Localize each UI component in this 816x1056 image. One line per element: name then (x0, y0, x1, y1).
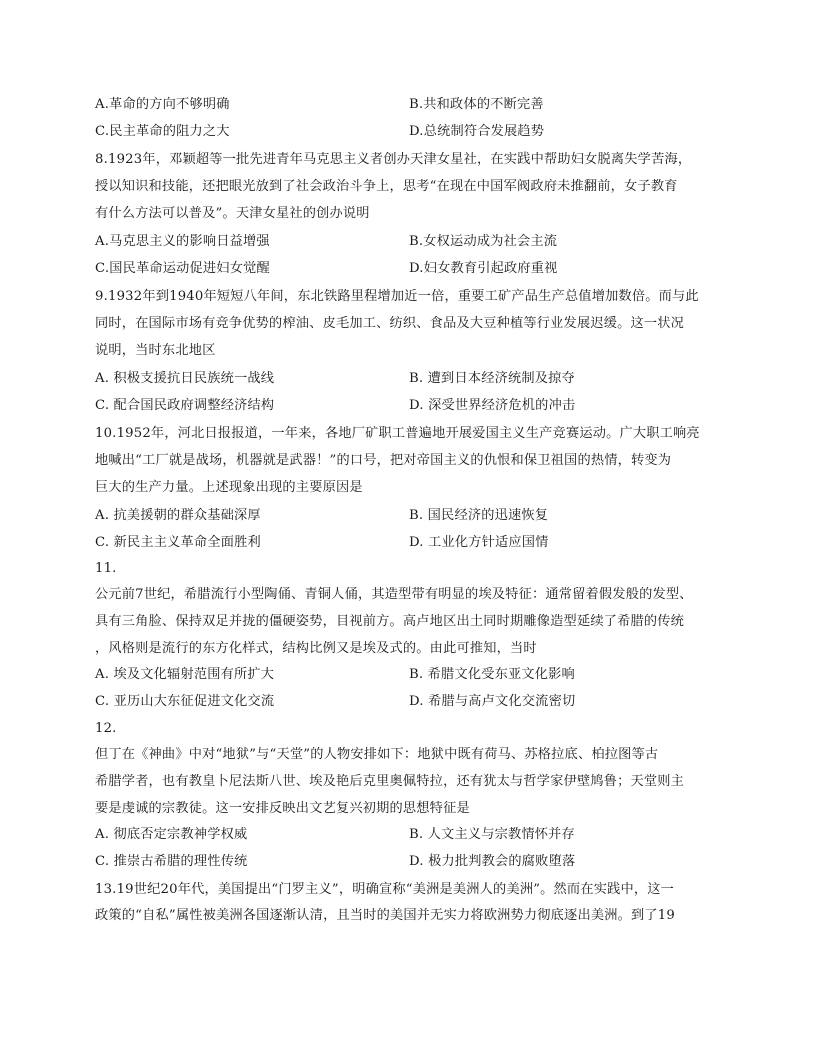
q13-stem-line-2: 政策的“自私”属性被美洲各国逐渐认清，且当时的美国并无实力将欧洲势力彻底逐出美洲。到了19 (95, 908, 675, 923)
q9-stem-line-3: 说明，当时东北地区 (95, 343, 216, 358)
q10-stem-line-3: 巨大的生产力量。上述现象出现的主要原因是 (95, 480, 363, 495)
q7-option-d: D.总统制符合发展趋势 (409, 124, 545, 139)
q11-option-d: D. 希腊与高卢文化交流密切 (409, 694, 576, 709)
q8-stem-line-3: 有什么方法可以普及”。天津女星社的创办说明 (95, 206, 370, 221)
q12-option-a: A. 彻底否定宗教神学权威 (95, 827, 248, 842)
q12-option-c: C. 推崇古希腊的理性传统 (95, 854, 248, 869)
q9-option-c: C. 配合国民政府调整经济结构 (95, 398, 275, 413)
q13-stem-line-1: 13.19世纪20年代，美国提出“门罗主义”，明确宣称“美洲是美洲人的美洲”。然而在实践中，这一 (95, 882, 675, 897)
q10-stem-line-2: 地喊出“工厂就是战场，机器就是武器！”的口号，把对帝国主义的仇恨和保卫祖国的热情，转变为 (95, 453, 672, 468)
q12-stem-line-3: 要是虔诚的宗教徒。这一安排反映出文艺复兴初期的思想特征是 (95, 801, 470, 816)
q12-option-b: B. 人文主义与宗教情怀并存 (409, 827, 575, 842)
q7-option-a: A.革命的方向不够明确 (95, 97, 230, 112)
q9-option-d: D. 深受世界经济危机的冲击 (409, 398, 576, 413)
q10-option-b: B. 国民经济的迅速恢复 (409, 508, 549, 523)
q8-option-c: C.国民革命运动促进妇女觉醒 (95, 261, 270, 276)
q8-stem-line-2: 授以知识和技能，还把眼光放到了社会政治斗争上，思考“在现在中国军阀政府未推翻前，女子教育 (95, 179, 678, 194)
q11-stem-line-3: ，风格则是流行的东方化样式，结构比例又是埃及式的。由此可推知，当时 (95, 641, 537, 656)
q9-stem-line-1: 9.1932年到1940年短短八年间，东北铁路里程增加近一倍，重要工矿产品生产总值增加数倍。而与此 (95, 289, 699, 304)
q12-stem-line-2: 希腊学者，也有教皇卜尼法斯八世、埃及艳后克里奥佩特拉，还有犹太与哲学家伊壁鸠鲁；天堂则主 (95, 774, 685, 789)
q10-stem-line-1: 10.1952年，河北日报报道，一年来，各地厂矿职工普遍地开展爱国主义生产竞赛运动。广大职工响亮 (95, 426, 700, 441)
q10-option-c: C. 新民主主义革命全面胜利 (95, 535, 261, 550)
q12-stem-line-1: 但丁在《神曲》中对“地狱”与“天堂”的人物安排如下：地狱中既有荷马、苏格拉底、柏拉图等古 (95, 747, 659, 762)
q11-number: 11. (95, 561, 117, 576)
q12-number: 12. (95, 721, 117, 736)
q9-stem-line-2: 同时，在国际市场有竞争优势的榨油、皮毛加工、纺织、食品及大豆种植等行业发展迟缓。这一状况 (95, 316, 685, 331)
q11-stem-line-2: 具有三角脸、保持双足并拢的僵硬姿势，目视前方。高卢地区出土同时期雕像造型延续了希腊的传统 (95, 614, 685, 629)
q11-option-a: A. 埃及文化辐射范围有所扩大 (95, 667, 275, 682)
q7-option-c: C.民主革命的阻力之大 (95, 124, 230, 139)
q9-option-a: A. 积极支援抗日民族统一战线 (95, 371, 275, 386)
q10-option-a: A. 抗美援朝的群众基础深厚 (95, 508, 261, 523)
q9-option-b: B. 遭到日本经济统制及掠夺 (409, 371, 575, 386)
q12-option-d: D. 极力批判教会的腐败堕落 (409, 854, 576, 869)
q11-stem-line-1: 公元前7世纪，希腊流行小型陶俑、青铜人俑，其造型带有明显的埃及特征：通常留着假发般的发型、 (95, 587, 693, 602)
q11-option-b: B. 希腊文化受东亚文化影响 (409, 667, 575, 682)
q8-option-b: B.女权运动成为社会主流 (409, 234, 558, 249)
q7-option-b: B.共和政体的不断完善 (409, 97, 544, 112)
q11-option-c: C. 亚历山大东征促进文化交流 (95, 694, 275, 709)
q10-option-d: D. 工业化方针适应国情 (409, 535, 549, 550)
q8-option-d: D.妇女教育引起政府重视 (409, 261, 558, 276)
q8-option-a: A.马克思主义的影响日益增强 (95, 234, 270, 249)
q8-stem-line-1: 8.1923年，邓颖超等一批先进青年马克思主义者创办天津女星社，在实践中帮助妇女脱离失学苦海， (95, 152, 692, 167)
